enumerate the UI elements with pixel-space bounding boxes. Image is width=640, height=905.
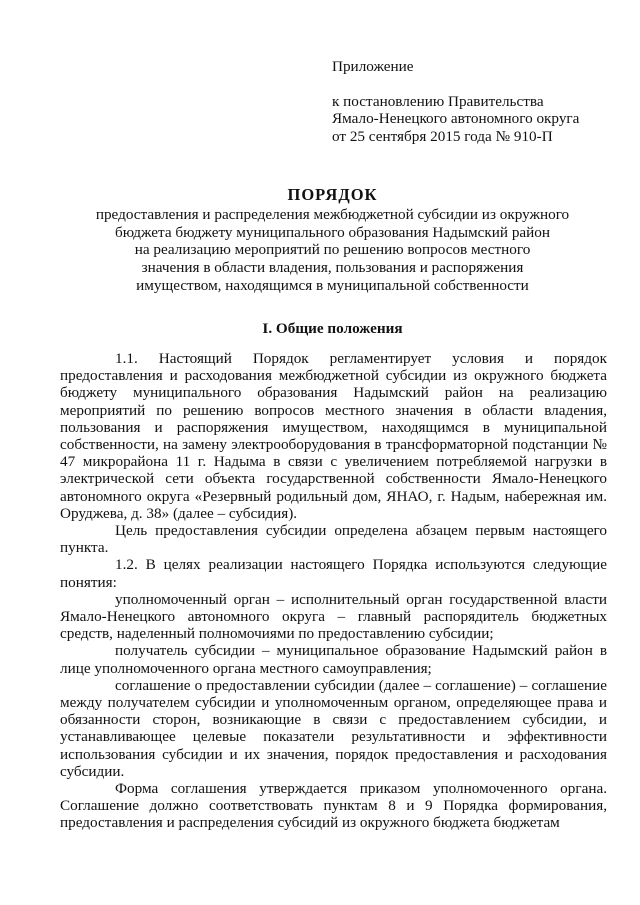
appendix-label: Приложение bbox=[332, 58, 414, 75]
appendix-line: к постановлению Правительства bbox=[332, 93, 544, 111]
appendix-line: Ямало-Ненецкого автономного округа bbox=[332, 110, 580, 128]
subtitle-line: значения в области владения, пользования и распоряжения bbox=[141, 258, 524, 276]
section-title: I. Общие положения bbox=[262, 320, 403, 337]
paragraph: 1.1. Настоящий Порядок регламентирует условия и порядок предоставления и расходования межбюджетной субсидии из окружного бюджета бюджету муниципального образования Надымский район на реализацию мероприятий по решению вопросов местного значения в области владения, пользования и распоряжения имуществом, находящимся в муниципальной собственности, на замену электрооборудования в трансформаторной подстанции № 47 микрорайона 11 г. Надыма в связи с увеличением потребляемой нагрузки в электрической сети объекта государственной собственности Ямало-Ненецкого автономного округа «Резервный родильный дом, ЯНАО, г. Надым, набережная им. Оруджева, д. 38» (далее – субсидия). bbox=[60, 350, 607, 522]
paragraph: 1.2. В целях реализации настоящего Порядка используются следующие понятия: bbox=[60, 556, 607, 591]
paragraph: Форма соглашения утверждается приказом уполномоченного органа. Соглашение должно соответствовать пунктам 8 и 9 Порядка формирования, предоставления и распределения субсидий из окружного бюджета бюджетам bbox=[60, 780, 607, 832]
subtitle-line: имуществом, находящимся в муниципальной собственности bbox=[136, 276, 529, 294]
paragraph: соглашение о предоставлении субсидии (далее – соглашение) – соглашение между получателем субсидии и уполномоченным органом, определяющее права и обязанности сторон, возникающие в связи с предоставлением субсидии, и устанавливающее целевые показатели результативности и эффективности использования субсидии и их значения, порядок предоставления и расходования субсидии. bbox=[60, 676, 607, 780]
subtitle-line: предоставления и распределения межбюджетной субсидии из окружного bbox=[95, 206, 570, 224]
subtitle-line: бюджета бюджету муниципального образования Надымский район bbox=[114, 223, 550, 241]
document-subtitle bbox=[60, 206, 605, 294]
document-title: ПОРЯДОК bbox=[287, 185, 378, 204]
subtitle-line: на реализацию мероприятий по решению вопросов местного bbox=[134, 241, 531, 259]
appendix-line: от 25 сентября 2015 года № 910-П bbox=[332, 127, 553, 145]
paragraph: уполномоченный орган – исполнительный орган государственной власти Ямало-Ненецкого автономного округа – главный распорядитель бюджетных средств, наделенный полномочиями по предоставлению субсидии; bbox=[60, 590, 607, 643]
body-text bbox=[60, 350, 607, 832]
paragraph: Цель предоставления субсидии определена абзацем первым настоящего пункта. bbox=[60, 522, 607, 557]
title-block bbox=[60, 186, 605, 294]
appendix-block bbox=[332, 58, 622, 145]
paragraph: получатель субсидии – муниципальное образование Надымский район в лице уполномоченного органа местного самоуправления; bbox=[60, 642, 607, 677]
